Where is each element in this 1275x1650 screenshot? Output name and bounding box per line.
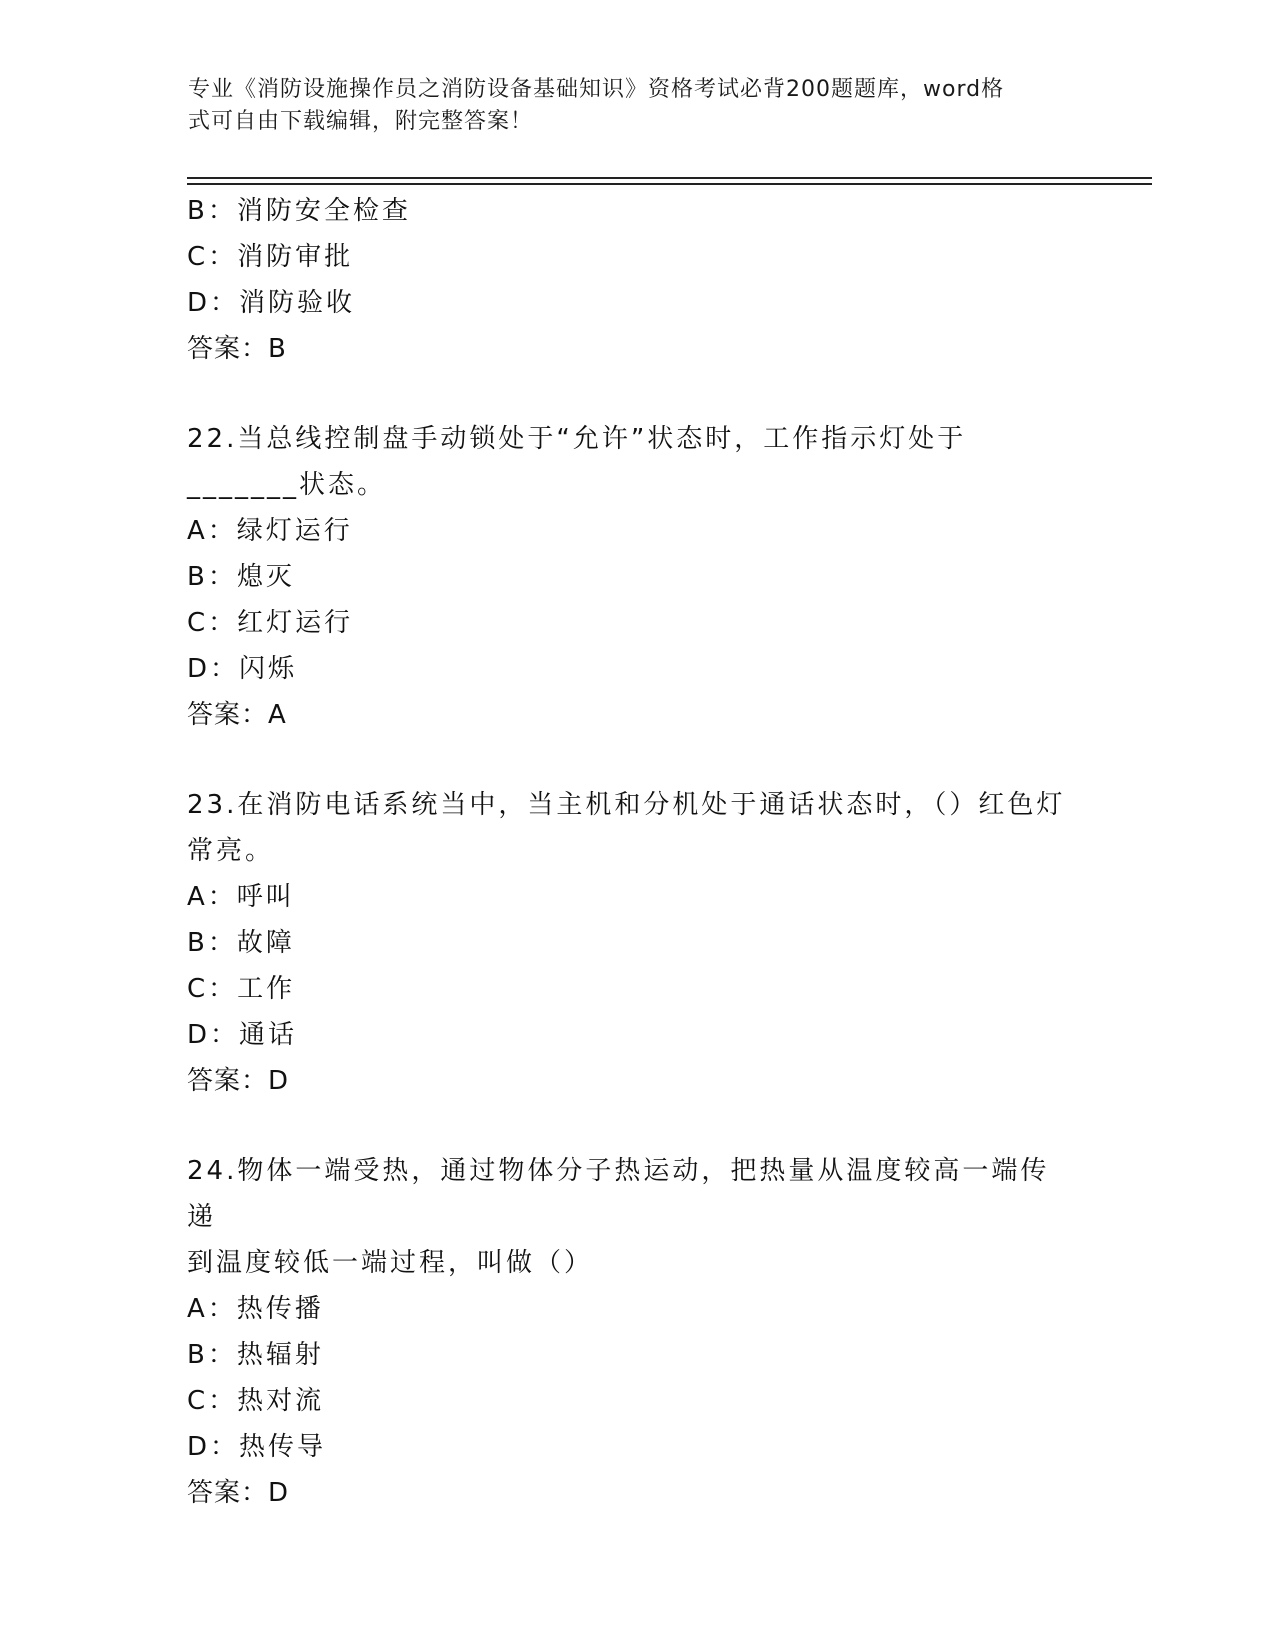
question-23: [187, 782, 1087, 1104]
option-d: D：消防验收: [187, 288, 356, 318]
question-text-line-2: 到温度较低一端过程，叫做（）: [187, 1248, 594, 1278]
question-list: [187, 188, 1087, 1516]
header-divider-bottom: [187, 183, 1152, 185]
question-21-continuation: [187, 188, 1087, 372]
option-a: A：绿灯运行: [187, 516, 353, 546]
option-c: C：红灯运行: [187, 608, 354, 638]
question-24: [187, 1148, 1087, 1516]
option-c: C：工作: [187, 974, 296, 1004]
header-line-2: 式可自由下载编辑，附完整答案！: [188, 109, 534, 134]
option-b: B：故障: [187, 928, 295, 958]
option-d: D：热传导: [187, 1432, 327, 1462]
option-b: B：热辐射: [187, 1340, 324, 1370]
spacer: [187, 372, 1087, 416]
answer-line: 答案：D: [187, 1478, 290, 1508]
question-text-line-1: 24.物体一端受热，通过物体分子热运动，把热量从温度较高一端传递: [187, 1156, 1050, 1232]
question-text-line-2: _______状态。: [187, 470, 387, 500]
option-d: D：闪烁: [187, 654, 298, 684]
question-text-line-1: 23.在消防电话系统当中，当主机和分机处于通话状态时，（）红色灯: [187, 790, 1066, 820]
header-line-1: 专业《消防设施操作员之消防设备基础知识》资格考试必背200题题库，word格: [188, 77, 1005, 102]
question-22: [187, 416, 1087, 738]
answer-line: 答案：D: [187, 1066, 290, 1096]
option-a: A：热传播: [187, 1294, 324, 1324]
option-b: B：消防安全检查: [187, 196, 411, 226]
document-header: [188, 74, 1068, 138]
spacer: [187, 1104, 1087, 1148]
option-d: D：通话: [187, 1020, 298, 1050]
option-c: C：热对流: [187, 1386, 325, 1416]
question-text-line-1: 22.当总线控制盘手动锁处于“允许”状态时，工作指示灯处于: [187, 424, 967, 454]
question-text-line-2: 常亮。: [187, 836, 275, 866]
option-b: B：熄灭: [187, 562, 295, 592]
answer-line: 答案：A: [187, 700, 287, 730]
answer-line: 答案：B: [187, 334, 287, 364]
spacer: [187, 738, 1087, 782]
header-divider-top: [187, 177, 1152, 179]
option-a: A：呼叫: [187, 882, 295, 912]
option-c: C：消防审批: [187, 242, 354, 272]
